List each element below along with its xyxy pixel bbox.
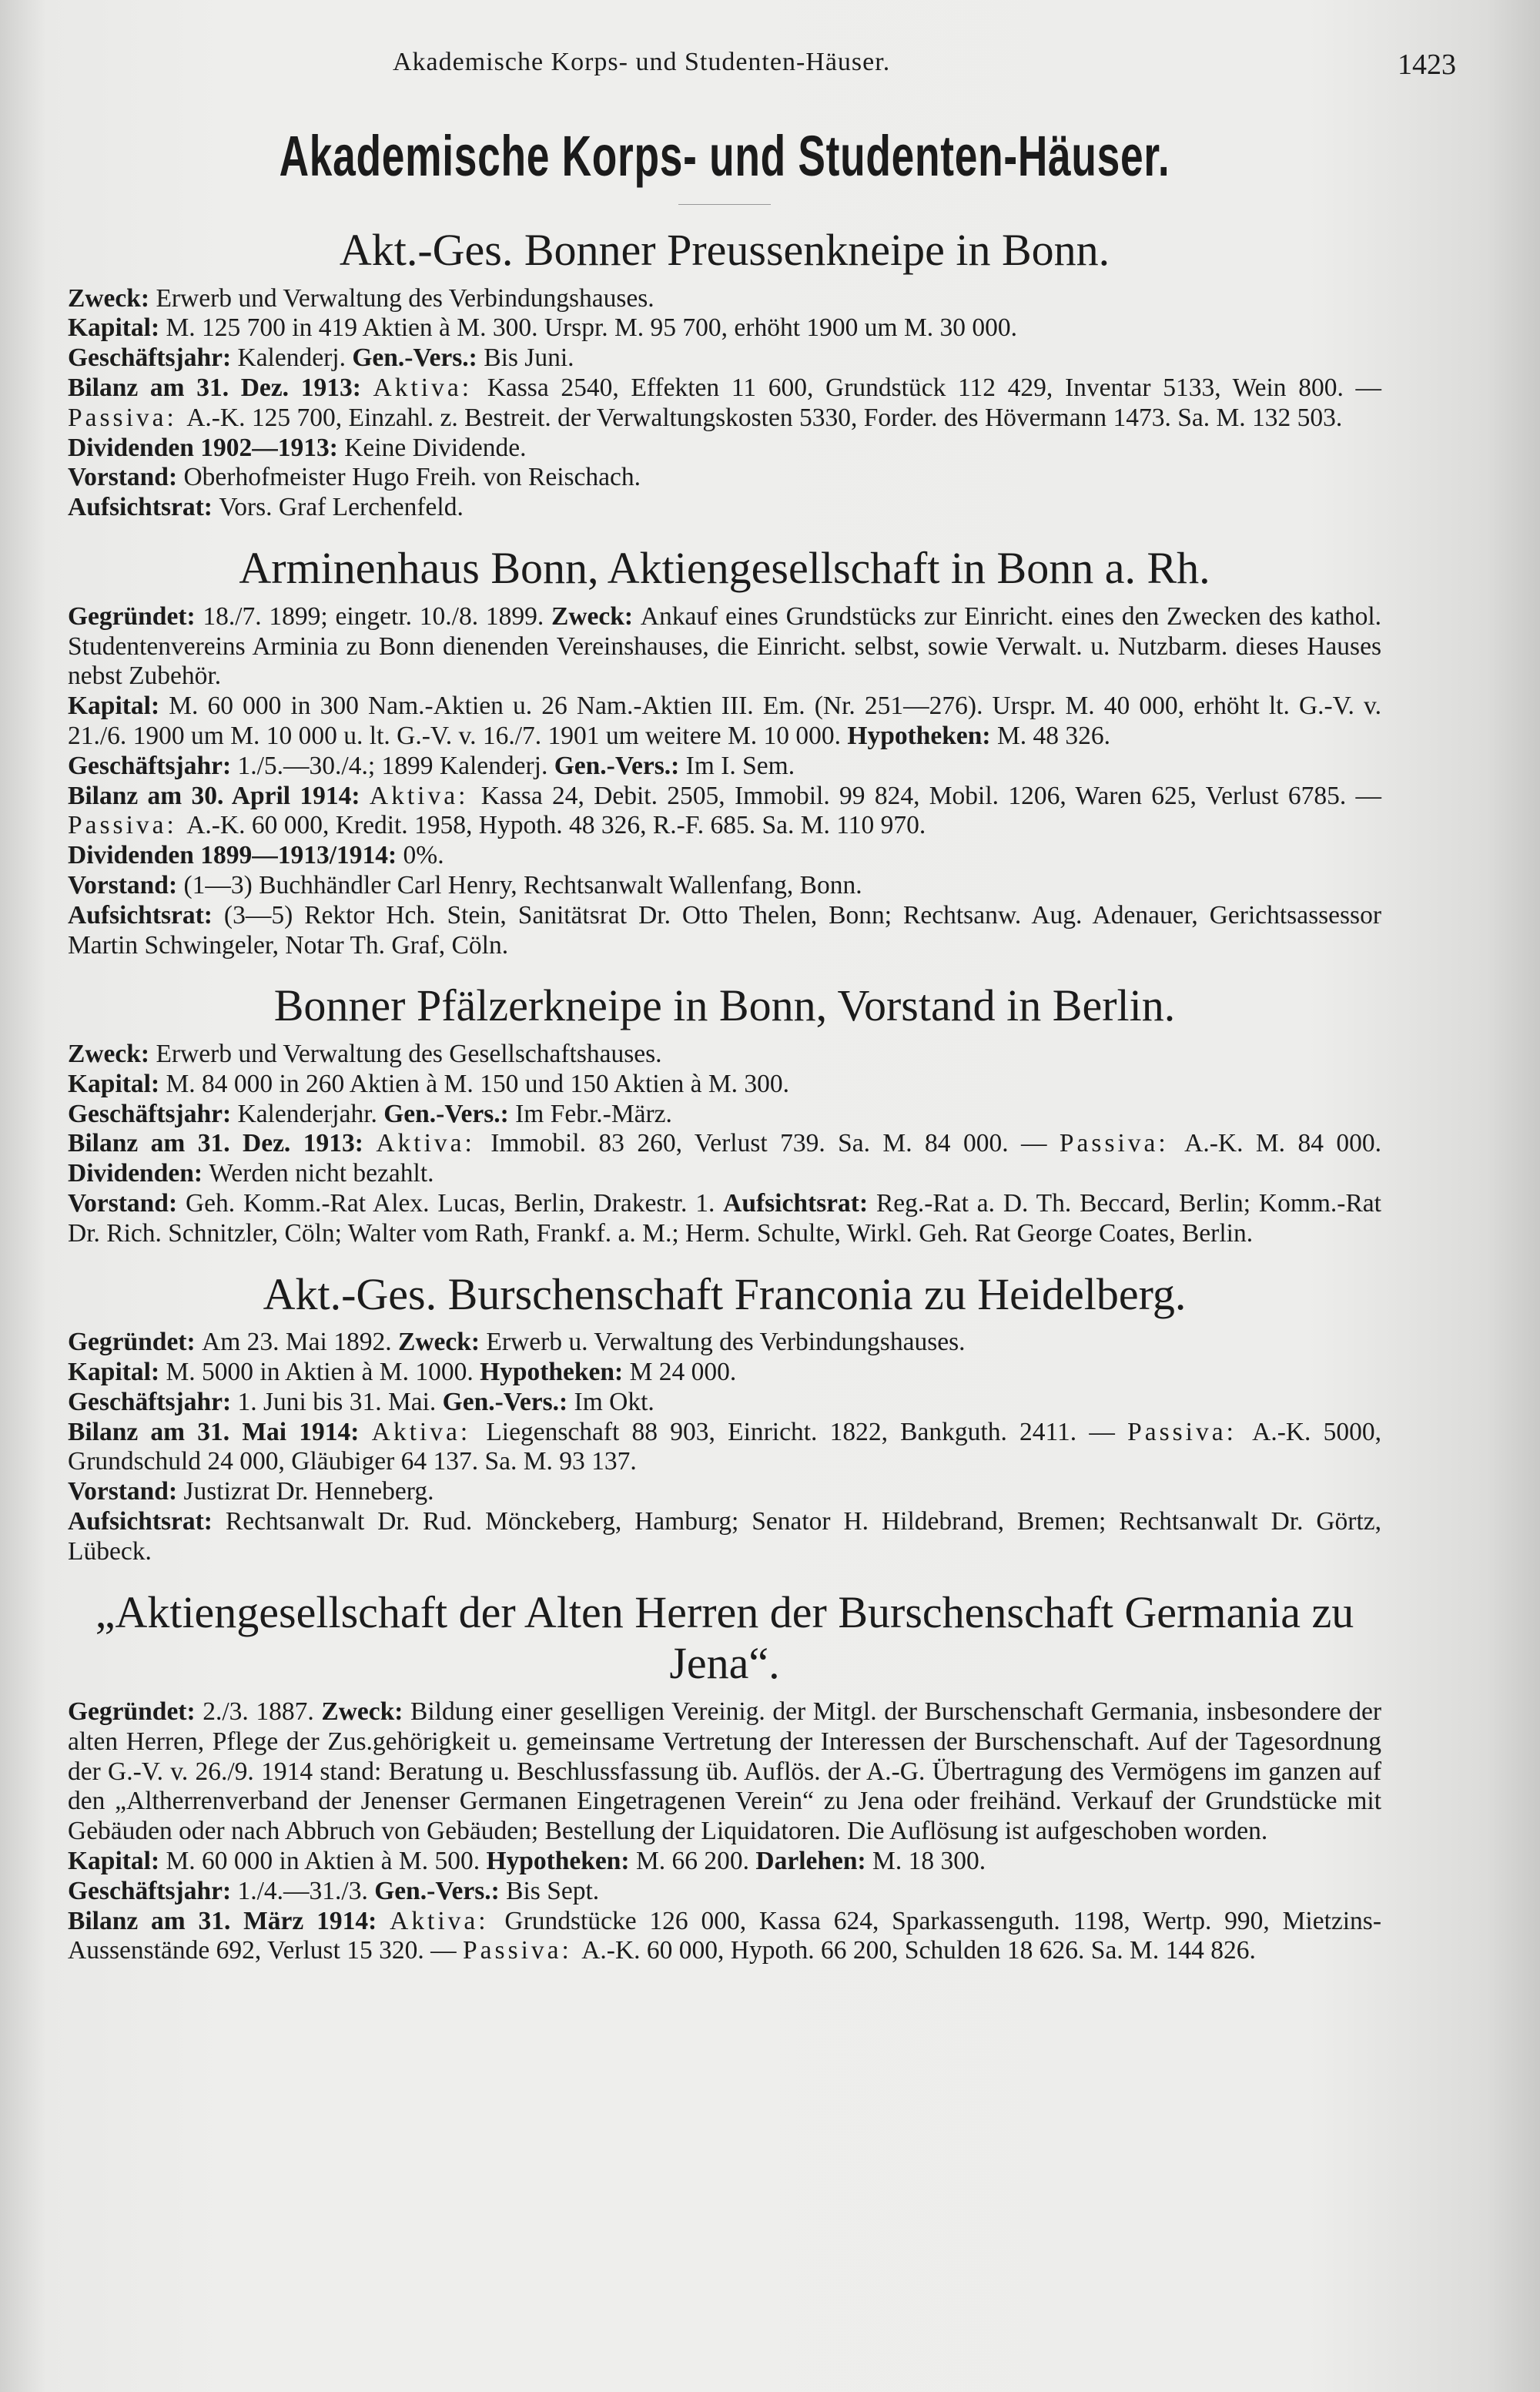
field-text: Vors. Graf Lerchenfeld. <box>219 493 464 522</box>
field-label: Aufsichtsrat: <box>68 900 224 930</box>
balance-side-label: Aktiva: <box>376 1129 491 1158</box>
field-label: Hypotheken: <box>480 1358 630 1387</box>
field-label: Gegründet: <box>68 601 203 631</box>
entry-paragraph <box>68 343 1381 374</box>
field-label: Bilanz am 31. Mai 1914: <box>68 1417 372 1446</box>
entry-paragraph <box>68 1418 1381 1478</box>
entry-paragraph <box>68 434 1381 464</box>
field-text: Reg.-Rat a. D. Th. Beccard, Berlin; Komm.-Rat Dr. Rich. Schnitzler, Cöln; Walter vom Rath, Frankf. a. M.; Herm. Schulte, Wirkl. Geh. Rat George Coates, Berlin. <box>68 1188 1381 1248</box>
entry-paragraph <box>68 1129 1381 1189</box>
balance-side-label: Passiva: <box>463 1936 582 1965</box>
field-label: Bilanz am 31. Dez. 1913: <box>68 374 373 403</box>
balance-side-label: Passiva: <box>1127 1417 1253 1446</box>
field-label: Zweck: <box>551 601 641 631</box>
field-text: A.-K. 60 000, Hypoth. 66 200, Schulden 18 626. Sa. M. 144 826. <box>581 1936 1256 1965</box>
field-label: Vorstand: <box>68 1188 186 1218</box>
field-text: Keine Dividende. <box>344 433 527 462</box>
field-text: Erwerb und Verwaltung des Verbindungshauses. <box>156 283 654 313</box>
field-text: Kalenderj. <box>237 343 353 373</box>
field-text: Im Febr.-März. <box>515 1099 672 1128</box>
field-label: Gen.-Vers.: <box>374 1876 507 1905</box>
field-text: A.-K. 5000, Grundschuld 24 000, Gläubiger 64 137. Sa. M. 93 137. <box>68 1417 1382 1476</box>
field-label: Gen.-Vers.: <box>554 751 686 780</box>
field-text: Am 23. Mai 1892. <box>202 1328 398 1357</box>
entry-paragraph <box>68 1907 1381 1967</box>
entry-paragraph <box>68 1507 1381 1567</box>
field-text: Kalenderjahr. <box>237 1099 384 1128</box>
field-text: Kassa 2540, Effekten 11 600, Grundstück 112 429, Inventar 5133, Wein 800. — <box>487 374 1381 403</box>
field-text: M. 60 000 in Aktien à M. 500. <box>166 1847 487 1875</box>
field-label: Geschäftsjahr: <box>68 1387 238 1416</box>
entry-paragraph <box>68 313 1381 343</box>
entry-paragraph <box>68 1847 1381 1877</box>
field-text: 1./5.—30./4.; 1899 Kalenderj. <box>237 751 554 780</box>
entry-paragraph <box>68 1070 1381 1100</box>
field-label: Geschäftsjahr: <box>68 751 238 780</box>
entry-paragraph <box>68 463 1381 493</box>
entry-paragraph <box>68 284 1381 314</box>
company-entry <box>68 980 1381 1248</box>
field-text: Kassa 24, Debit. 2505, Immobil. 99 824, Mobil. 1206, Waren 625, Verlust 6785. — <box>480 781 1382 810</box>
balance-side-label: Passiva: <box>68 403 187 432</box>
field-text: Im I. Sem. <box>685 751 795 780</box>
field-text: M. 84 000 in 260 Aktien à M. 150 und 150 Aktien à M. 300. <box>166 1069 790 1098</box>
field-text: Bildung einer geselligen Vereinig. der Mitgl. der Burschenschaft Germania, insbesondere der alten Herren, Pflege der Zus.gehörigkeit u. gemeinsame Vertretung der Interessen der Burschenschaft. Auf der Tagesordnung der G.-V. v. 26./9. 1914 stand: Beratung u. Beschlussfassung üb. Auflös. der A.-G. Übertragung des Vermögens im ganzen auf den „Altherrenverband der Jenenser Germanen Eingetragenen Verein“ zu Jena oder freihänd. Verkauf der Grundstücke mit Gebäuden oder nach Abbruch von Gebäuden; Bestellung der Liquidatoren. Die Auflösung ist aufgeschoben worden. <box>68 1697 1382 1846</box>
title-divider <box>678 204 771 205</box>
entry-paragraph <box>68 1100 1381 1130</box>
field-text: 1./4.—31./3. <box>237 1876 375 1905</box>
field-text: Justizrat Dr. Henneberg. <box>183 1477 434 1506</box>
field-text: M. 18 300. <box>872 1847 986 1875</box>
field-text: Liegenschaft 88 903, Einricht. 1822, Bankguth. 2411. — <box>486 1417 1128 1446</box>
entry-paragraph <box>68 374 1381 434</box>
field-label: Zweck: <box>321 1697 411 1727</box>
field-label: Vorstand: <box>68 870 184 900</box>
running-head-title: Akademische Korps- und Studenten-Häuser. <box>393 48 891 76</box>
entry-paragraph <box>68 1388 1381 1418</box>
balance-side-label: Aktiva: <box>390 1906 505 1935</box>
field-text: M 24 000. <box>629 1358 737 1387</box>
field-text: (3—5) Rektor Hch. Stein, Sanitätsrat Dr. Otto Thelen, Bonn; Rechtsanw. Aug. Adenauer, Gerichtsassessor Martin Schwingeler, Notar Th. Graf, Cöln. <box>68 900 1382 960</box>
field-label: Bilanz am 31. März 1914: <box>68 1906 390 1935</box>
entry-paragraph <box>68 841 1381 871</box>
company-title: Akt.-Ges. Burschenschaft Franconia zu Heidelberg. <box>263 1268 1187 1319</box>
field-label: Vorstand: <box>68 463 184 492</box>
balance-side-label: Passiva: <box>1059 1129 1185 1158</box>
entry-paragraph <box>68 1040 1381 1070</box>
field-label: Gen.-Vers.: <box>383 1099 516 1128</box>
field-text: 18./7. 1899; eingetr. 10./8. 1899. <box>203 601 551 631</box>
field-label: Zweck: <box>397 1328 487 1357</box>
field-label: Kapital: <box>68 1847 166 1875</box>
field-label: Gegründet: <box>68 1697 203 1727</box>
field-label: Kapital: <box>68 313 166 343</box>
text-column <box>68 123 1381 1966</box>
field-label: Zweck: <box>68 283 156 313</box>
field-label: Aufsichtsrat: <box>68 1507 226 1536</box>
field-label: Kapital: <box>68 692 169 721</box>
field-label: Hypotheken: <box>486 1847 636 1875</box>
field-label: Geschäftsjahr: <box>68 1099 238 1128</box>
field-label: Hypotheken: <box>847 721 997 750</box>
field-label: Darlehen: <box>755 1847 873 1875</box>
field-text: A.-K. M. 84 000. <box>1184 1129 1381 1158</box>
field-text: Immobil. 83 260, Verlust 739. Sa. M. 84 000. — <box>490 1129 1060 1158</box>
field-label: Dividenden: <box>68 1159 209 1188</box>
field-text: Bis Sept. <box>506 1876 600 1905</box>
company-title: Akt.-Ges. Bonner Preussenkneipe in Bonn. <box>339 225 1110 275</box>
running-head <box>0 48 1540 86</box>
company-entry <box>68 1587 1381 1967</box>
field-text: M. 125 700 in 419 Aktien à M. 300. Urspr. M. 95 700, erhöht 1900 um M. 30 000. <box>166 313 1017 343</box>
field-text: 2./3. 1887. <box>203 1697 322 1727</box>
entry-paragraph <box>68 1877 1381 1907</box>
field-label: Bilanz am 30. April 1914: <box>68 781 370 810</box>
entry-paragraph <box>68 752 1381 782</box>
field-text: Ankauf eines Grundstücks zur Einricht. eines den Zwecken des kathol. Studentenvereins Arminia zu Bonn dienenden Vereinshauses, die Einricht. selbst, sowie Verwalt. u. Nutzbarm. dieses Hauses nebst Zubehör. <box>68 601 1381 691</box>
company-entry <box>68 225 1381 523</box>
field-label: Aufsichtsrat: <box>68 493 219 522</box>
field-text: Im Okt. <box>574 1387 654 1416</box>
field-label: Gen.-Vers.: <box>352 343 484 373</box>
field-label: Vorstand: <box>68 1477 184 1506</box>
field-label: Dividenden 1902—1913: <box>68 433 345 462</box>
entry-paragraph <box>68 901 1381 961</box>
field-label: Kapital: <box>68 1069 166 1098</box>
field-text: 1. Juni bis 31. Mai. <box>237 1387 443 1416</box>
balance-side-label: Aktiva: <box>373 374 487 403</box>
field-text: M. 5000 in Aktien à M. 1000. <box>166 1358 480 1387</box>
field-text: Oberhofmeister Hugo Freih. von Reischach. <box>183 463 641 492</box>
entry-paragraph <box>68 493 1381 523</box>
field-text: Rechtsanwalt Dr. Rud. Mönckeberg, Hamburg; Senator H. Hildebrand, Bremen; Rechtsanwalt Dr. Görtz, Lübeck. <box>68 1507 1381 1566</box>
entry-paragraph <box>68 782 1381 842</box>
company-title: Bonner Pfälzerkneipe in Bonn, Vorstand in Berlin. <box>273 980 1176 1031</box>
page-number: 1423 <box>1398 49 1456 81</box>
entry-paragraph <box>68 1477 1381 1507</box>
field-text: (1—3) Buchhändler Carl Henry, Rechtsanwalt Wallenfang, Bonn. <box>183 870 862 900</box>
balance-side-label: Aktiva: <box>369 781 481 810</box>
field-label: Gen.-Vers.: <box>442 1387 574 1416</box>
chapter-title: Akademische Korps- und Studenten-Häuser. <box>279 124 1170 188</box>
entry-paragraph <box>68 1189 1381 1249</box>
field-label: Kapital: <box>68 1358 166 1387</box>
entry-paragraph <box>68 1358 1381 1388</box>
entry-paragraph <box>68 602 1381 692</box>
field-text: M. 60 000 in 300 Nam.-Aktien u. 26 Nam.-Aktien III. Em. (Nr. 251—276). Urspr. M. 40 000, erhöht lt. G.-V. v. 21./6. 1900 um M. 10 000 u. lt. G.-V. v. 16./7. 1901 um weitere M. 10 000. <box>68 692 1381 750</box>
field-text: Bis Juni. <box>484 343 574 373</box>
entry-paragraph <box>68 871 1381 901</box>
company-title: „Aktiengesellschaft der Alten Herren der Burschenschaft Germania zu Jena“. <box>95 1586 1354 1689</box>
field-text: Erwerb u. Verwaltung des Verbindungshauses. <box>486 1328 966 1357</box>
field-text: A.-K. 60 000, Kredit. 1958, Hypoth. 48 326, R.-F. 685. Sa. M. 110 970. <box>186 811 926 840</box>
entry-paragraph <box>68 692 1381 752</box>
field-text: Grundstücke 126 000, Kassa 624, Sparkassenguth. 1198, Wertp. 990, Mietzins-Aussenstände 692, Verlust 15 320. — <box>68 1906 1381 1965</box>
company-entry <box>68 543 1381 960</box>
field-text: Geh. Komm.-Rat Alex. Lucas, Berlin, Drakestr. 1. <box>185 1188 724 1218</box>
field-text: A.-K. 125 700, Einzahl. z. Bestreit. der Verwaltungskosten 5330, Forder. des Hövermann 1473. Sa. M. 132 503. <box>186 403 1343 432</box>
balance-side-label: Passiva: <box>68 811 187 840</box>
field-text: M. 48 326. <box>996 721 1110 750</box>
field-label: Aufsichtsrat: <box>723 1188 876 1218</box>
company-entry <box>68 1269 1381 1567</box>
field-text: 0%. <box>403 841 444 870</box>
field-text: Erwerb und Verwaltung des Gesellschaftshauses. <box>156 1040 662 1068</box>
balance-side-label: Aktiva: <box>371 1417 487 1446</box>
field-text: M. 66 200. <box>635 1847 756 1875</box>
field-label: Geschäftsjahr: <box>68 343 238 373</box>
field-label: Geschäftsjahr: <box>68 1876 238 1905</box>
field-label: Bilanz am 31. Dez. 1913: <box>68 1129 377 1158</box>
field-label: Dividenden 1899—1913/1914: <box>68 841 403 870</box>
field-text: Werden nicht bezahlt. <box>209 1159 434 1188</box>
company-title: Arminenhaus Bonn, Aktiengesellschaft in Bonn a. Rh. <box>239 543 1210 594</box>
field-label: Zweck: <box>68 1040 156 1068</box>
entry-paragraph <box>68 1697 1381 1847</box>
field-label: Gegründet: <box>68 1328 202 1357</box>
entry-paragraph <box>68 1328 1381 1358</box>
